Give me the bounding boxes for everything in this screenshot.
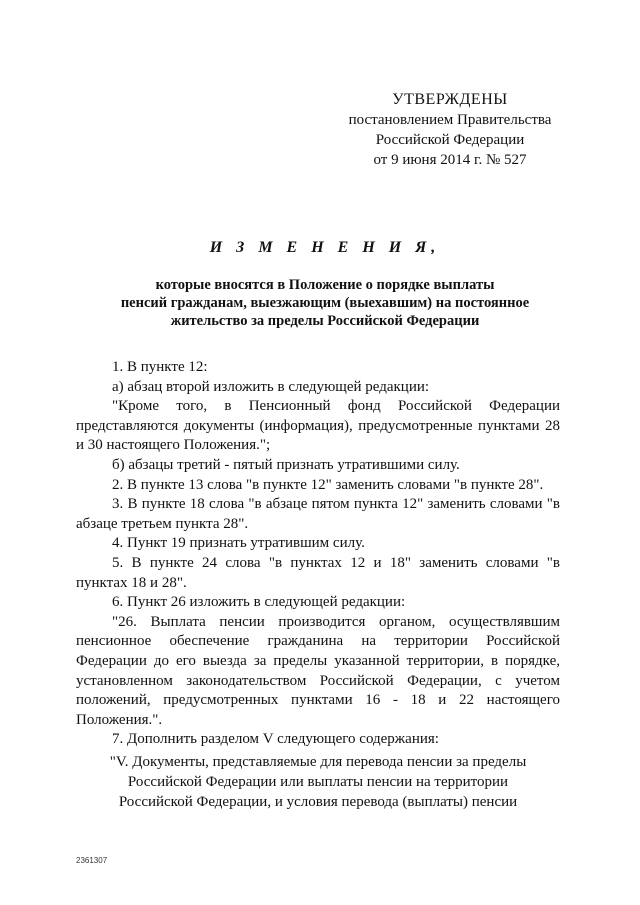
approval-block [340, 90, 560, 170]
section-title-line: "V. Документы, представляемые для перевода пенсии за пределы [109, 753, 527, 770]
paragraph: 2. В пункте 13 слова "в пункте 12" заменить словами "в пункте 28". [112, 476, 544, 493]
approval-date: от 9 июня 2014 г. № 527 [373, 152, 527, 168]
section-title [76, 752, 560, 812]
paragraph: б) абзацы третий - пятый признать утратившими силу. [112, 456, 460, 473]
document-heading [80, 238, 570, 330]
approval-title: УТВЕРЖДЕНЫ [392, 91, 508, 108]
paragraph: а) абзац второй изложить в следующей редакции: [112, 378, 430, 395]
paragraph: "26. Выплата пенсии производится органом, осуществлявшим пенсионное обеспечение гражданина на территории Российской Федерации до его выезда за пределы указанной территории, в порядке, установленном законодательством Российской Федерации, с учетом положений, предусмотренных пунктами 16 - 18 и 22 настоящего Положения.". [76, 613, 560, 728]
heading-title: И З М Е Н Е Н И Я, [209, 239, 441, 256]
heading-subtitle: пенсий гражданам, выезжающим (выехавшим) на постоянное [120, 295, 530, 311]
section-title-line: Российской Федерации, и условия перевода (выплаты) пенсии [118, 793, 518, 810]
document-code: 2361307 [76, 856, 108, 865]
heading-subtitle: которые вносятся в Положение о порядке выплаты [155, 277, 495, 293]
approval-line: Российской Федерации [375, 132, 525, 148]
paragraph: "Кроме того, в Пенсионный фонд Российской Федерации представляются документы (информация), предусмотренные пунктами 28 и 30 настоящего Положения."; [76, 398, 560, 454]
heading-subtitle: жительство за пределы Российской Федерации [170, 313, 480, 329]
paragraph: 7. Дополнить разделом V следующего содержания: [112, 731, 439, 748]
paragraph: 1. В пункте 12: [112, 359, 208, 375]
document-body [76, 358, 560, 812]
paragraph: 3. В пункте 18 слова "в абзаце пятом пункта 12" заменить словами "в абзаце третьем пункта 28". [76, 496, 560, 532]
paragraph: 4. Пункт 19 признать утратившим силу. [112, 535, 365, 552]
paragraph: 6. Пункт 26 изложить в следующей редакции: [112, 594, 406, 611]
section-title-line: Российской Федерации или выплаты пенсии на территории [127, 773, 509, 790]
paragraph: 5. В пункте 24 слова "в пунктах 12 и 18" заменить словами "в пунктах 18 и 28". [76, 554, 560, 591]
approval-line: постановлением Правительства [348, 112, 552, 128]
